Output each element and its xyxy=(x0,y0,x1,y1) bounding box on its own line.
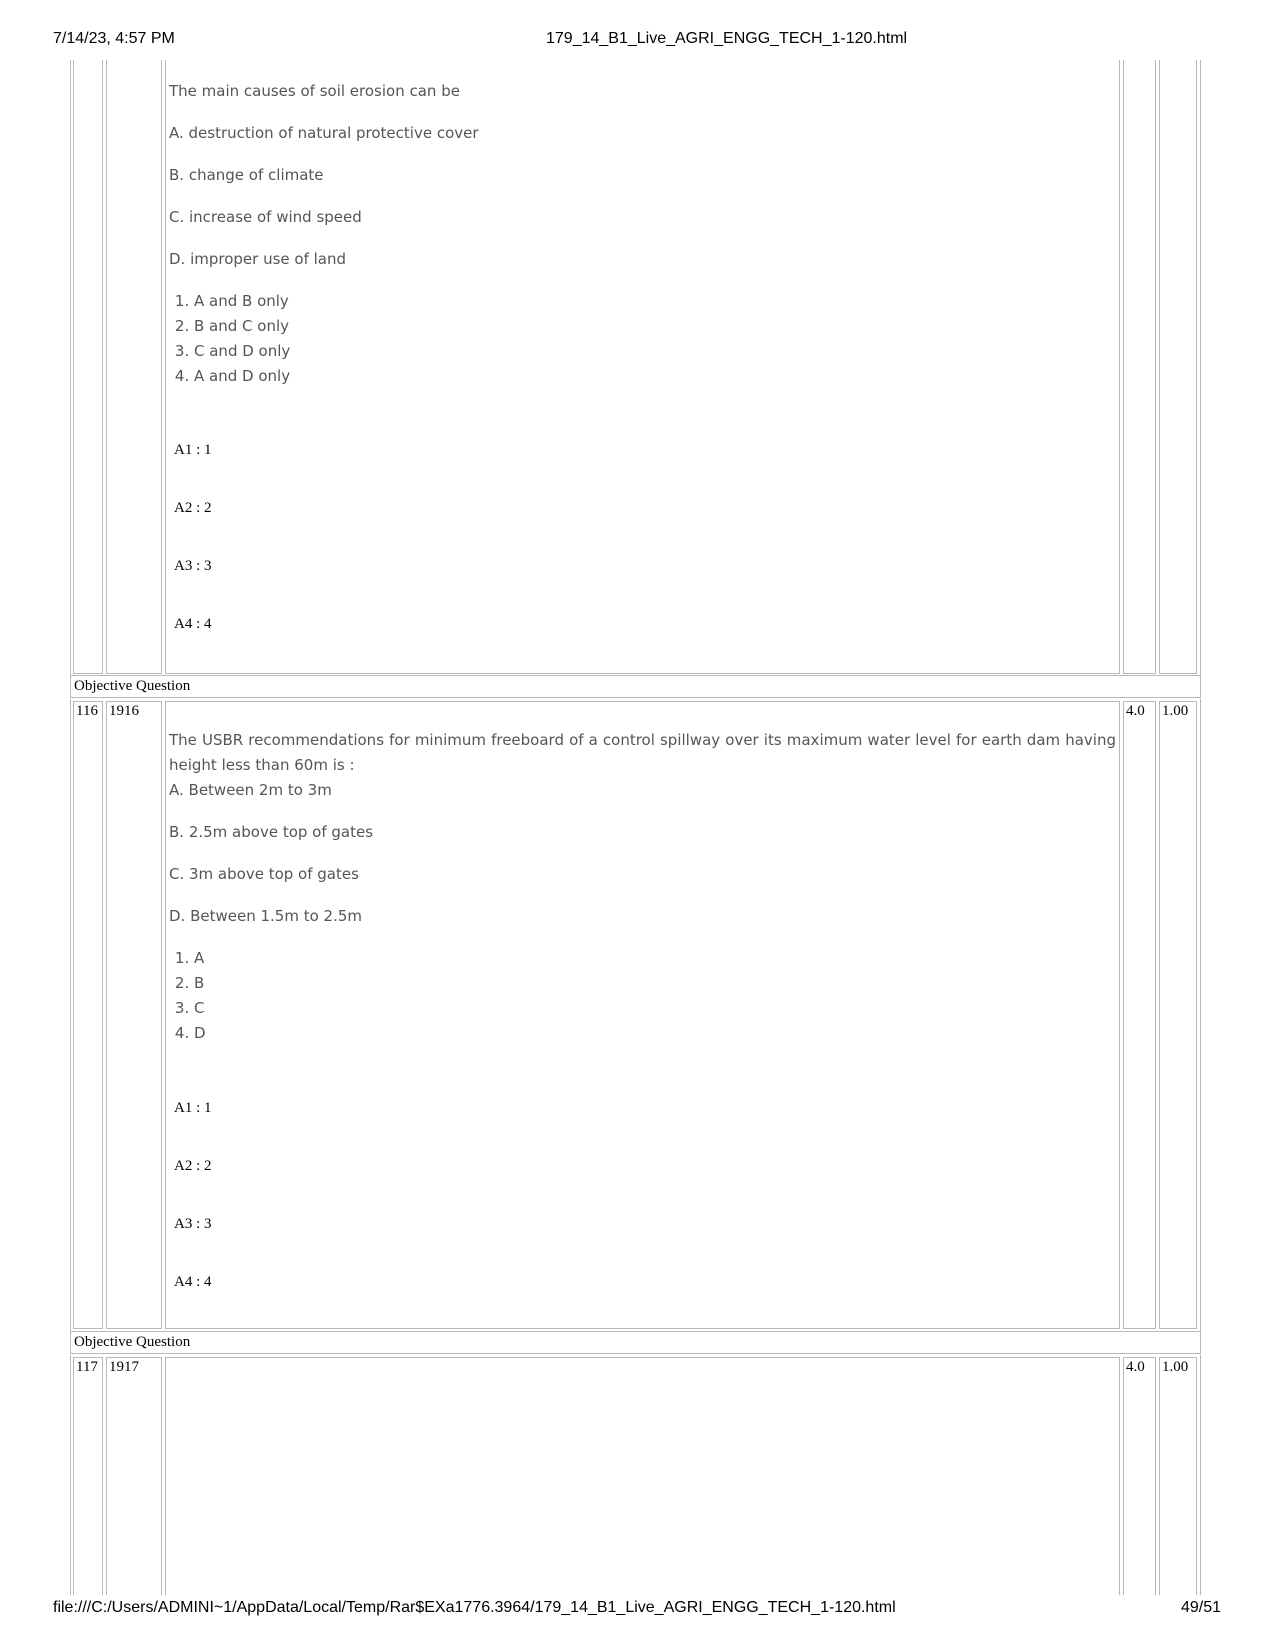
statement-b: B. change of climate xyxy=(169,166,324,184)
qid-cell xyxy=(106,60,162,674)
statement-d: D. Between 1.5m to 2.5m xyxy=(169,907,363,925)
answer-option: A1 : 1 xyxy=(174,1100,212,1116)
question-body xyxy=(169,79,1116,389)
print-file-path: file:///C:/Users/ADMINI~1/AppData/Local/Temp/Rar$EXa1776.3964/179_14_B1_Live_AGRI_ENGG_TECH_1-120.html xyxy=(53,1599,896,1616)
section-label: Objective Question xyxy=(74,678,191,694)
statement-d: D. improper use of land xyxy=(169,250,347,268)
marks: 4.0 xyxy=(1126,1359,1145,1375)
negative-marks: 1.00 xyxy=(1162,1359,1189,1375)
sno-cell xyxy=(73,701,103,1329)
statement-c: C. increase of wind speed xyxy=(169,208,362,226)
neg-marks-cell xyxy=(1159,60,1197,674)
question-stem: The main causes of soil erosion can be xyxy=(169,82,460,100)
choice-item: 3. C and D only xyxy=(194,339,1116,364)
answer-option: A3 : 3 xyxy=(174,1216,212,1232)
question-id: 1917 xyxy=(109,1359,139,1375)
answer-list xyxy=(174,1100,212,1332)
marks: 4.0 xyxy=(1126,703,1145,719)
page-number: 49/51 xyxy=(1181,1599,1222,1616)
neg-marks-cell xyxy=(1159,1357,1197,1595)
statement-c: C. 3m above top of gates xyxy=(169,865,359,883)
choice-item: 3. C xyxy=(194,996,1116,1021)
question-id: 1916 xyxy=(109,703,139,719)
marks-cell xyxy=(1123,60,1156,674)
negative-marks: 1.00 xyxy=(1162,703,1189,719)
question-cell xyxy=(165,1357,1120,1595)
qid-cell xyxy=(106,1357,162,1595)
section-label-row xyxy=(70,1331,1201,1354)
choice-list xyxy=(169,946,1116,1046)
sno-cell xyxy=(73,60,103,674)
serial-number: 117 xyxy=(76,1359,98,1375)
answer-option: A2 : 2 xyxy=(174,1158,212,1174)
answer-list xyxy=(174,442,212,674)
answer-option: A2 : 2 xyxy=(174,500,212,516)
serial-number: 116 xyxy=(76,703,98,719)
answer-option: A4 : 4 xyxy=(174,1274,212,1290)
answer-option: A3 : 3 xyxy=(174,558,212,574)
answer-option: A1 : 1 xyxy=(174,442,212,458)
sno-cell xyxy=(73,1357,103,1595)
statement-a: A. destruction of natural protective cover xyxy=(169,124,479,142)
choice-item: 4. D xyxy=(194,1021,1116,1046)
choice-item: 2. B and C only xyxy=(194,314,1116,339)
choice-list xyxy=(169,289,1116,389)
statement-a: A. Between 2m to 3m xyxy=(169,781,332,799)
neg-marks-cell xyxy=(1159,701,1197,1329)
choice-item: 1. A and B only xyxy=(194,289,1116,314)
question-stem: The USBR recommendations for minimum freeboard of a control spillway over its maximum water level for earth dam having xyxy=(169,731,1116,749)
choice-item: 4. A and D only xyxy=(194,364,1116,389)
choice-item: 1. A xyxy=(194,946,1116,971)
answer-option: A4 : 4 xyxy=(174,616,212,632)
choice-item: 2. B xyxy=(194,971,1116,996)
print-doc-title: 179_14_B1_Live_AGRI_ENGG_TECH_1-120.html xyxy=(546,30,908,47)
qid-cell xyxy=(106,701,162,1329)
section-label-row xyxy=(70,675,1201,698)
statement-b: B. 2.5m above top of gates xyxy=(169,823,374,841)
marks-cell xyxy=(1123,1357,1156,1595)
marks-cell xyxy=(1123,701,1156,1329)
print-datetime: 7/14/23, 4:57 PM xyxy=(53,30,175,47)
question-stem-cont: height less than 60m is : xyxy=(169,756,355,774)
section-label: Objective Question xyxy=(74,1334,191,1350)
question-body xyxy=(169,728,1116,1046)
